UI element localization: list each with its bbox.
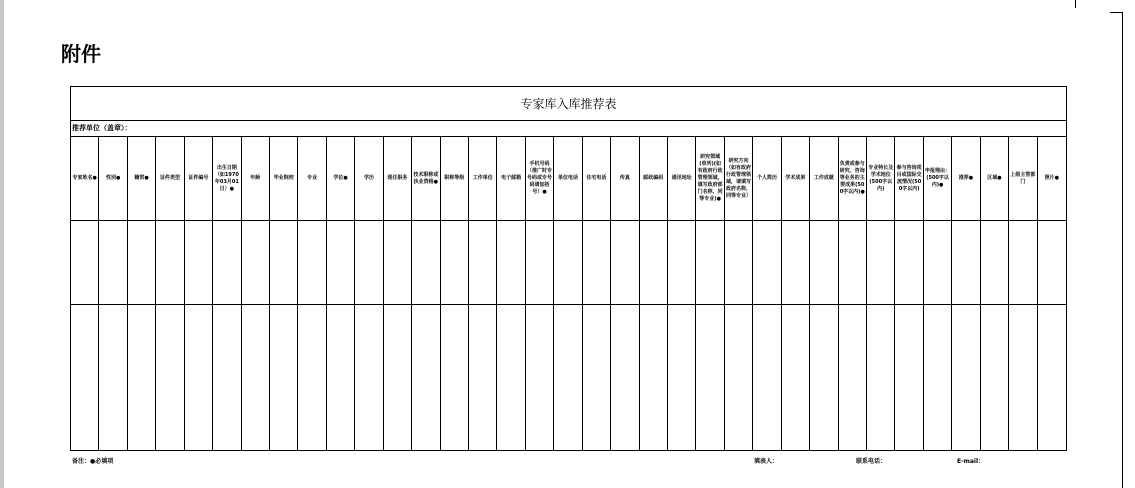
table-cell[interactable] xyxy=(839,221,866,305)
table-cell[interactable] xyxy=(412,221,439,305)
column-header: 证件类型 xyxy=(156,137,183,221)
table-cell[interactable] xyxy=(725,305,752,450)
table-cell[interactable] xyxy=(242,305,269,450)
table-column xyxy=(640,137,668,450)
table-column xyxy=(924,137,952,450)
column-header: 职称等级 xyxy=(441,137,468,221)
column-header: 上级主管部门 xyxy=(1009,137,1036,221)
table-cell[interactable] xyxy=(810,305,837,450)
footer-note: 备注：●必填项 xyxy=(72,458,114,465)
table-column xyxy=(497,137,525,450)
column-header: 工作成就 xyxy=(810,137,837,221)
column-header: 住宅电话 xyxy=(583,137,610,221)
table-cell[interactable] xyxy=(782,221,809,305)
table-column xyxy=(725,137,753,450)
table-cell[interactable] xyxy=(298,305,325,450)
table-cell[interactable] xyxy=(469,305,496,450)
table-column xyxy=(867,137,895,450)
table-column xyxy=(71,137,99,450)
table-column xyxy=(895,137,923,450)
table-cell[interactable] xyxy=(327,221,354,305)
table-cell[interactable] xyxy=(526,221,553,305)
table-column xyxy=(782,137,810,450)
table-cell[interactable] xyxy=(242,221,269,305)
table-cell[interactable] xyxy=(213,305,240,450)
table-cell[interactable] xyxy=(355,305,382,450)
table-cell[interactable] xyxy=(156,305,183,450)
table-column xyxy=(554,137,582,450)
table-column xyxy=(270,137,298,450)
column-header: 专业 xyxy=(298,137,325,221)
table-cell[interactable] xyxy=(924,305,951,450)
sheet-title: 专家库入库推荐表 xyxy=(71,87,1066,121)
recommending-unit: 推荐单位（盖章）： xyxy=(71,121,1066,137)
column-header: 出生日期（如1970年03月01日）● xyxy=(213,137,240,221)
window-left-border xyxy=(0,0,4,488)
table-column xyxy=(355,137,383,450)
table-cell[interactable] xyxy=(696,305,723,450)
table-cell[interactable] xyxy=(867,305,894,450)
table-cell[interactable] xyxy=(611,221,638,305)
table-column xyxy=(128,137,156,450)
table-column xyxy=(810,137,838,450)
footer-filler: 填表人： xyxy=(754,458,779,465)
column-header: 通讯地址 xyxy=(668,137,695,221)
column-header: 个人简历 xyxy=(753,137,780,221)
column-header: 单位电话 xyxy=(554,137,581,221)
table-cell[interactable] xyxy=(753,221,780,305)
column-header: 照片● xyxy=(1038,137,1066,221)
table-cell[interactable] xyxy=(497,305,524,450)
table-column xyxy=(441,137,469,450)
column-header: 负责或参与研究、咨询等业务的主要成果(500字以内)● xyxy=(839,137,866,221)
table-cell[interactable] xyxy=(128,305,155,450)
column-header: 证件编号 xyxy=(185,137,212,221)
table-cell[interactable] xyxy=(384,221,411,305)
table-cell[interactable] xyxy=(554,221,581,305)
page-edge-top xyxy=(1075,0,1076,8)
table-cell[interactable] xyxy=(583,221,610,305)
table-cell[interactable] xyxy=(725,221,752,305)
column-header: 毕业院校 xyxy=(270,137,297,221)
table-cell[interactable] xyxy=(128,221,155,305)
column-header: 参与咨询项目或国际交流情况(500字以内) xyxy=(895,137,922,221)
column-header: 传真 xyxy=(611,137,638,221)
column-header: 推荐● xyxy=(952,137,979,221)
table-column xyxy=(384,137,412,450)
column-header: 研究方向（如有政府行政管理领域，请填写政府名称，同等专业） xyxy=(725,137,752,221)
table-cell[interactable] xyxy=(839,305,866,450)
table-cell[interactable] xyxy=(1009,221,1036,305)
table-cell[interactable] xyxy=(156,221,183,305)
table-cell[interactable] xyxy=(810,221,837,305)
table-cell[interactable] xyxy=(668,305,695,450)
column-header: 研究领域(单列)(如有政府行政管理领域，填写政府部门名称，同等专业)● xyxy=(696,137,723,221)
table-cell[interactable] xyxy=(696,221,723,305)
table-column xyxy=(753,137,781,450)
table-cell[interactable] xyxy=(213,221,240,305)
recommendation-table xyxy=(70,86,1067,451)
table-cell[interactable] xyxy=(895,305,922,450)
table-cell[interactable] xyxy=(497,221,524,305)
table-cell[interactable] xyxy=(298,221,325,305)
table-cell[interactable] xyxy=(1038,305,1066,450)
table-cell[interactable] xyxy=(99,221,126,305)
table-column xyxy=(1009,137,1037,450)
table-cell[interactable] xyxy=(71,221,98,305)
column-header: 现任职务 xyxy=(384,137,411,221)
table-cell[interactable] xyxy=(1009,305,1036,450)
table-column xyxy=(298,137,326,450)
column-header: 专业特长及学术地位(500字以内) xyxy=(867,137,894,221)
table-cell[interactable] xyxy=(99,305,126,450)
table-cell[interactable] xyxy=(981,221,1008,305)
column-header: 邮政编码 xyxy=(640,137,667,221)
table-cell[interactable] xyxy=(384,305,411,450)
table-cell[interactable] xyxy=(270,221,297,305)
table-cell[interactable] xyxy=(895,221,922,305)
column-header: 区域● xyxy=(981,137,1008,221)
table-cell[interactable] xyxy=(327,305,354,450)
table-cell[interactable] xyxy=(640,221,667,305)
column-header: 年龄 xyxy=(242,137,269,221)
column-header: 工作单位 xyxy=(469,137,496,221)
table-column xyxy=(412,137,440,450)
table-cell[interactable] xyxy=(71,305,98,450)
table-cell[interactable] xyxy=(441,305,468,450)
table-cell[interactable] xyxy=(270,305,297,450)
table-cell[interactable] xyxy=(185,221,212,305)
table-column xyxy=(185,137,213,450)
column-header: 技术职称或执业资格● xyxy=(412,137,439,221)
table-cell[interactable] xyxy=(981,305,1008,450)
table-cell[interactable] xyxy=(952,305,979,450)
footer-phone: 联系电话： xyxy=(856,458,887,465)
column-header: 手机号码（推广时专号码或专号码请加括号）● xyxy=(526,137,553,221)
table-cell[interactable] xyxy=(583,305,610,450)
table-cell[interactable] xyxy=(668,221,695,305)
table-cell[interactable] xyxy=(867,221,894,305)
table-column xyxy=(981,137,1009,450)
table-cell[interactable] xyxy=(469,221,496,305)
table-column xyxy=(242,137,270,450)
table-cell[interactable] xyxy=(782,305,809,450)
table-cell[interactable] xyxy=(611,305,638,450)
column-header: 学术成果 xyxy=(782,137,809,221)
table-column xyxy=(526,137,554,450)
column-header: 籍贯● xyxy=(128,137,155,221)
column-header: 学位● xyxy=(327,137,354,221)
table-column xyxy=(327,137,355,450)
table-column xyxy=(696,137,724,450)
attachment-label: 附件 xyxy=(61,42,101,66)
page-edge-corner xyxy=(1110,12,1122,13)
column-header: 性别● xyxy=(99,137,126,221)
table-cell[interactable] xyxy=(753,305,780,450)
table-cell[interactable] xyxy=(924,221,951,305)
table-cell[interactable] xyxy=(412,305,439,450)
footer-email: E-mail： xyxy=(957,458,985,465)
table-cell[interactable] xyxy=(640,305,667,450)
table-cell[interactable] xyxy=(554,305,581,450)
table-column xyxy=(583,137,611,450)
page-edge-right xyxy=(1122,12,1123,488)
column-header: 电子邮箱 xyxy=(497,137,524,221)
column-header: 申报理由：(500字以内)● xyxy=(924,137,951,221)
table-cell[interactable] xyxy=(185,305,212,450)
table-cell[interactable] xyxy=(952,221,979,305)
table-column xyxy=(668,137,696,450)
table-grid xyxy=(71,137,1066,450)
table-column xyxy=(839,137,867,450)
table-column xyxy=(156,137,184,450)
table-column xyxy=(611,137,639,450)
table-column xyxy=(99,137,127,450)
table-column xyxy=(213,137,241,450)
table-column xyxy=(952,137,980,450)
table-cell[interactable] xyxy=(355,221,382,305)
table-cell[interactable] xyxy=(526,305,553,450)
table-column xyxy=(1038,137,1066,450)
table-cell[interactable] xyxy=(441,221,468,305)
column-header: 专家姓名● xyxy=(71,137,98,221)
table-column xyxy=(469,137,497,450)
table-cell[interactable] xyxy=(1038,221,1066,305)
column-header: 学历 xyxy=(355,137,382,221)
